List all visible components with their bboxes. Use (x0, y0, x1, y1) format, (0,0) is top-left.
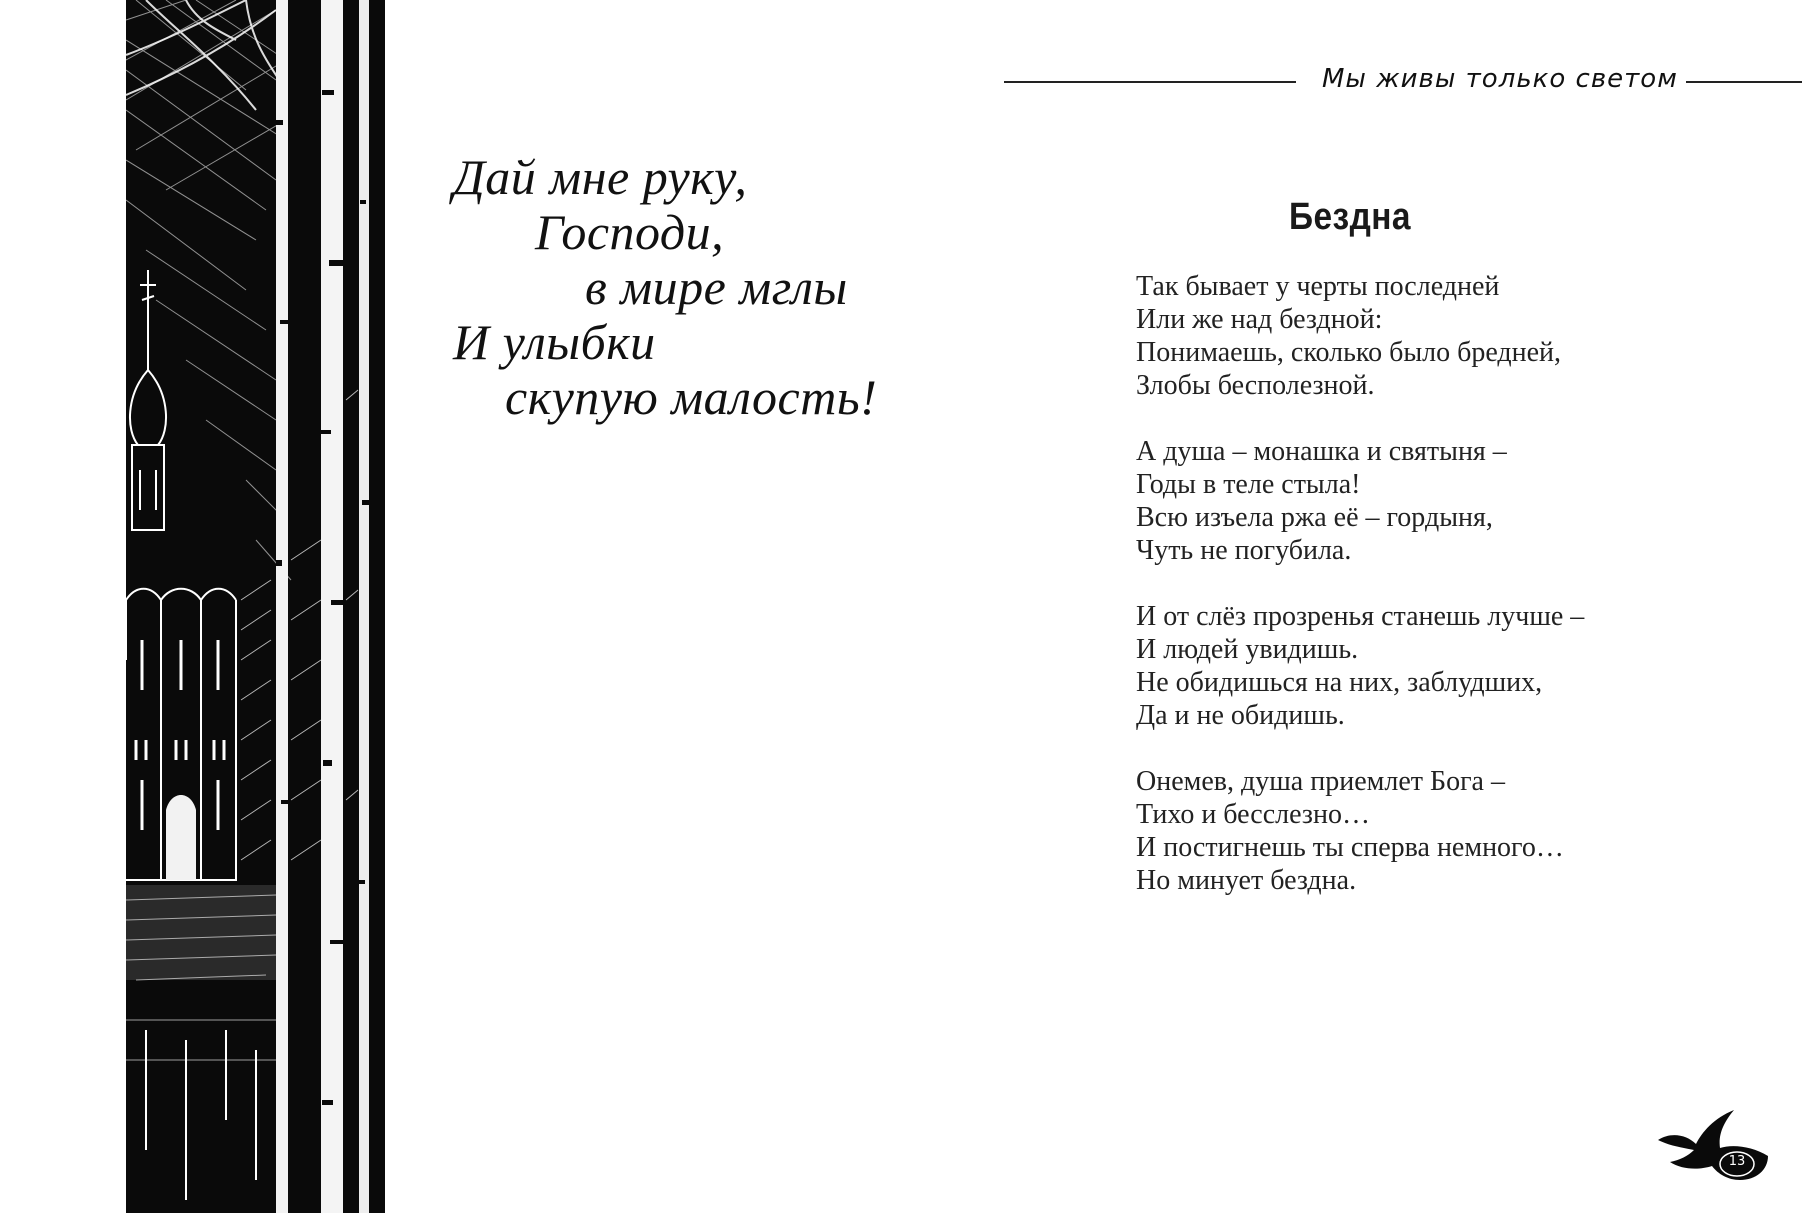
verse-line: А душа – монашка и святыня – (1136, 436, 1507, 467)
page-folio (1656, 1104, 1774, 1184)
verse-line: Но минует бездна. (1136, 865, 1357, 896)
swallow-icon (1656, 1104, 1774, 1184)
verse-line: И от слёз прозренья станешь лучше – (1136, 601, 1585, 632)
running-header-text: Мы живы только светом (1322, 64, 1678, 94)
header-rule-left (1004, 81, 1296, 83)
verse-line: Чуть не погубила. (1136, 535, 1352, 566)
verse-line: Так бывает у черты последней (1136, 271, 1500, 302)
verse-line: Онемев, душа приемлет Бога – (1136, 766, 1505, 797)
church-with-birches-icon (126, 0, 385, 1213)
verse-line: Понимаешь, сколько было бредней, (1136, 337, 1562, 368)
epigraph-line: И улыбки (453, 314, 656, 370)
running-header (1004, 62, 1802, 102)
epigraph-line: Дай мне руку, (453, 149, 748, 205)
church-birch-illustration (126, 0, 385, 1213)
poem-body (1136, 270, 1776, 930)
epigraph (445, 149, 878, 425)
verse-line: Годы в теле стыла! (1136, 469, 1361, 500)
stanza (1136, 435, 1776, 567)
header-rule-right (1686, 81, 1802, 83)
stanza (1136, 270, 1776, 402)
verse-line: И людей увидишь. (1136, 634, 1359, 665)
epigraph-line: скупую малость! (505, 369, 878, 425)
verse-line: И постигнешь ты сперва немного… (1136, 832, 1564, 863)
verse-line: Да и не обидишь. (1136, 700, 1345, 731)
verse-line: Злобы бесполезной. (1136, 370, 1375, 401)
stanza (1136, 600, 1776, 732)
verse-line: Тихо и бесслезно… (1136, 799, 1370, 830)
page-number: 13 (1728, 1154, 1746, 1169)
poem-title: Бездна (1289, 196, 1411, 238)
epigraph-line: в мире мглы (585, 259, 848, 315)
verse-line: Не обидишься на них, заблудших, (1136, 667, 1543, 698)
verse-line: Или же над бездной: (1136, 304, 1383, 335)
stanza (1136, 765, 1776, 897)
verse-line: Всю изъела ржа её – гордыня, (1136, 502, 1493, 533)
epigraph-line: Господи, (535, 204, 725, 260)
